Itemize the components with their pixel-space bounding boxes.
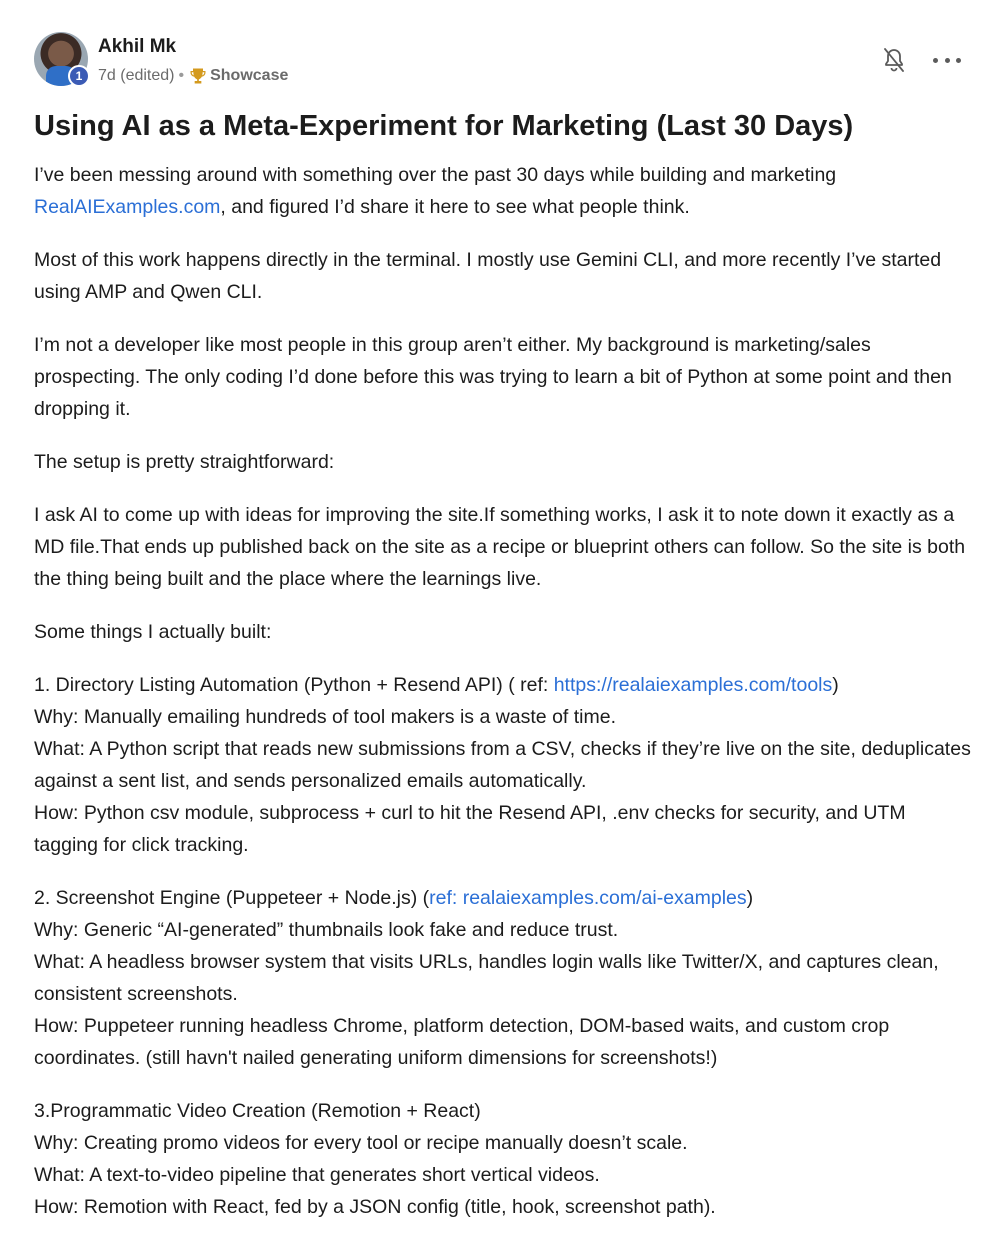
paragraph-built-intro: Some things I actually built: bbox=[34, 621, 272, 643]
post-body bbox=[34, 159, 974, 1244]
item-how: How: Puppeteer running headless Chrome, platform detection, DOM-based waits, and custom crop coordinates. (still havn't nailed generating uniform dimensions for screenshots!) bbox=[34, 1015, 890, 1069]
bell-off-icon[interactable] bbox=[882, 47, 906, 75]
item-how: How: Python csv module, subprocess + curl to hit the Resend API, .env checks for security, and UTM tagging for click tracking. bbox=[34, 802, 906, 856]
paragraph-process: I ask AI to come up with ideas for improving the site.If something works, I ask it to note down it exactly as a MD file.That ends up published back on the site as a recipe or blueprint others can follow. So the site is both the thing being built and the place where the learnings live. bbox=[34, 504, 966, 590]
author-name[interactable]: Akhil Mk bbox=[98, 36, 177, 57]
item-heading: 3.Programmatic Video Creation (Remotion + React) bbox=[34, 1100, 481, 1122]
intro-text-end: , and figured I’d share it here to see what people think. bbox=[220, 196, 690, 218]
site-link[interactable]: RealAIExamples.com bbox=[34, 196, 221, 218]
meta-separator: • bbox=[178, 67, 185, 84]
level-badge: 1 bbox=[68, 65, 90, 87]
item-heading: 1. Directory Listing Automation (Python + Resend API) ( ref: bbox=[34, 674, 554, 696]
more-dot bbox=[933, 58, 938, 63]
item-what: What: A headless browser system that visits URLs, handles login walls like Twitter/X, and captures clean, consistent screenshots. bbox=[34, 951, 939, 1005]
item-directory-automation bbox=[34, 669, 974, 861]
more-options-icon[interactable] bbox=[933, 50, 961, 70]
item-heading: 2. Screenshot Engine (Puppeteer + Node.js) ( bbox=[34, 887, 430, 909]
item-why: Why: Manually emailing hundreds of tool makers is a waste of time. bbox=[34, 706, 617, 728]
post-title: Using AI as a Meta-Experiment for Marketing (Last 30 Days) bbox=[34, 110, 854, 142]
item-why: Why: Generic “AI-generated” thumbnails look fake and reduce trust. bbox=[34, 919, 619, 941]
category-tag[interactable] bbox=[188, 66, 288, 86]
item-what: What: A Python script that reads new submissions from a CSV, checks if they’re live on the site, deduplicates against a sent list, and sends personalized emails automatically. bbox=[34, 738, 971, 792]
intro-text: I’ve been messing around with something over the past 30 days while building and marketing bbox=[34, 164, 837, 186]
tools-link[interactable]: https://realaiexamples.com/tools bbox=[553, 674, 833, 696]
item-what: What: A text-to-video pipeline that generates short vertical videos. bbox=[34, 1164, 600, 1186]
post-time[interactable]: 7d (edited) bbox=[98, 67, 175, 84]
item-video-creation bbox=[34, 1095, 974, 1223]
category-label: Showcase bbox=[210, 67, 289, 84]
item-screenshot-engine bbox=[34, 882, 974, 1074]
avatar-container[interactable] bbox=[34, 32, 88, 86]
paragraph-intro bbox=[34, 159, 974, 223]
item-heading-end: ) bbox=[746, 887, 754, 909]
item-how: How: Remotion with React, fed by a JSON config (title, hook, screenshot path). bbox=[34, 1196, 716, 1218]
item-heading-end: ) bbox=[832, 674, 839, 696]
paragraph-terminal: Most of this work happens directly in the terminal. I mostly use Gemini CLI, and more recently I’ve started using AMP and Qwen CLI. bbox=[34, 249, 942, 303]
item-why: Why: Creating promo videos for every tool or recipe manually doesn’t scale. bbox=[34, 1132, 688, 1154]
post-meta bbox=[98, 66, 288, 86]
paragraph-background: I’m not a developer like most people in this group aren’t either. My background is marketing/sales prospecting. The only coding I’d done before this was trying to learn a bit of Python at some point and then dropping it. bbox=[34, 334, 952, 420]
more-dot bbox=[945, 58, 950, 63]
ai-examples-link[interactable]: ref: realaiexamples.com/ai-examples bbox=[429, 887, 747, 909]
paragraph-setup: The setup is pretty straightforward: bbox=[34, 451, 335, 473]
more-dot bbox=[956, 58, 961, 63]
trophy-icon bbox=[188, 66, 208, 86]
